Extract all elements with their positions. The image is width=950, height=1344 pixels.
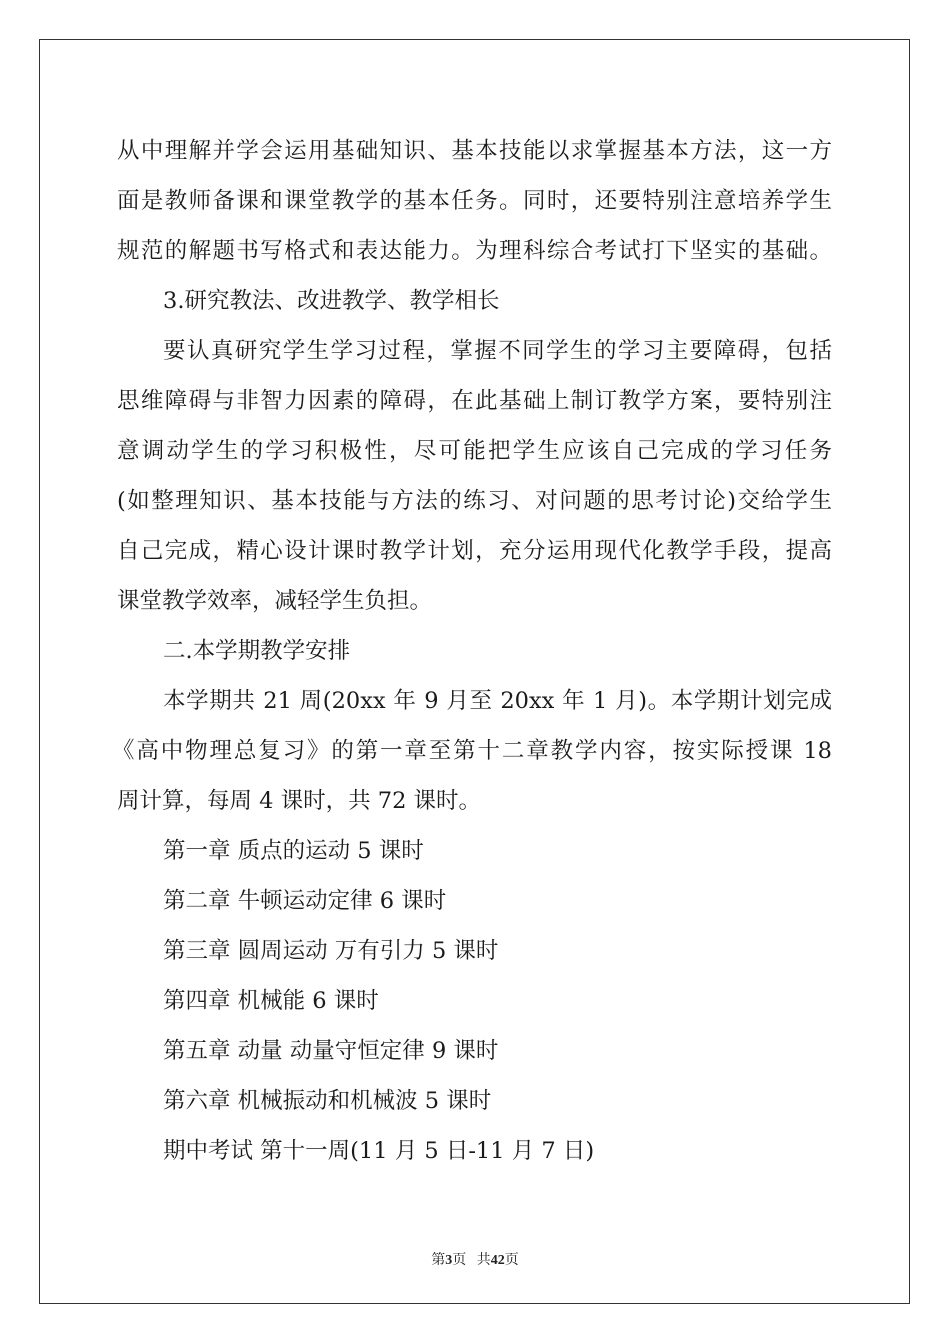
footer-prefix: 第 xyxy=(431,1253,446,1268)
chapter-item: 第三章 圆周运动 万有引力 5 课时 xyxy=(163,938,499,964)
chapter-item: 第四章 机械能 6 课时 xyxy=(163,988,379,1014)
page-footer xyxy=(0,1249,950,1269)
text-line: 周计算，每周 4 课时，共 72 课时。 xyxy=(117,788,482,814)
text-line: 思维障碍与非智力因素的障碍，在此基础上制订教学方案，要特别注 xyxy=(117,388,832,414)
text-line: 《高中物理总复习》的第一章至第十二章教学内容，按实际授课 18 xyxy=(112,738,832,764)
text-line: 意调动学生的学习积极性，尽可能把学生应该自己完成的学习任务 xyxy=(117,438,832,464)
text-line: 课堂教学效率，减轻学生负担。 xyxy=(117,588,433,614)
chapter-item: 第五章 动量 动量守恒定律 9 课时 xyxy=(163,1038,499,1064)
text-line: 从中理解并学会运用基础知识、基本技能以求掌握基本方法，这一方 xyxy=(117,138,832,164)
footer-suffix: 页 xyxy=(504,1253,519,1268)
text-line: 本学期共 21 周(20xx 年 9 月至 20xx 年 1 月)。本学期计划完成 xyxy=(163,688,832,714)
footer-page-number: 3 xyxy=(445,1253,453,1268)
section-heading: 二.本学期教学安排 xyxy=(163,638,351,664)
chapter-item: 第二章 牛顿运动定律 6 课时 xyxy=(163,888,447,914)
exam-item: 期中考试 第十一周(11 月 5 日-11 月 7 日) xyxy=(163,1138,595,1164)
text-line: 要认真研究学生学习过程，掌握不同学生的学习主要障碍，包括 xyxy=(163,338,832,364)
chapter-item: 第六章 机械振动和机械波 5 课时 xyxy=(163,1088,492,1114)
chapter-item: 第一章 质点的运动 5 课时 xyxy=(163,838,424,864)
page-border xyxy=(39,39,910,1304)
footer-total-pages: 42 xyxy=(490,1253,505,1268)
text-line: 规范的解题书写格式和表达能力。为理科综合考试打下坚实的基础。 xyxy=(117,238,832,264)
text-line: 自己完成，精心设计课时教学计划，充分运用现代化教学手段，提高 xyxy=(117,538,832,564)
footer-mid: 页 共 xyxy=(452,1253,491,1268)
text-line: 面是教师备课和课堂教学的基本任务。同时，还要特别注意培养学生 xyxy=(117,188,832,214)
text-line: (如整理知识、基本技能与方法的练习、对问题的思考讨论)交给学生 xyxy=(117,488,832,514)
section-heading: 3.研究教法、改进教学、教学相长 xyxy=(163,288,500,314)
